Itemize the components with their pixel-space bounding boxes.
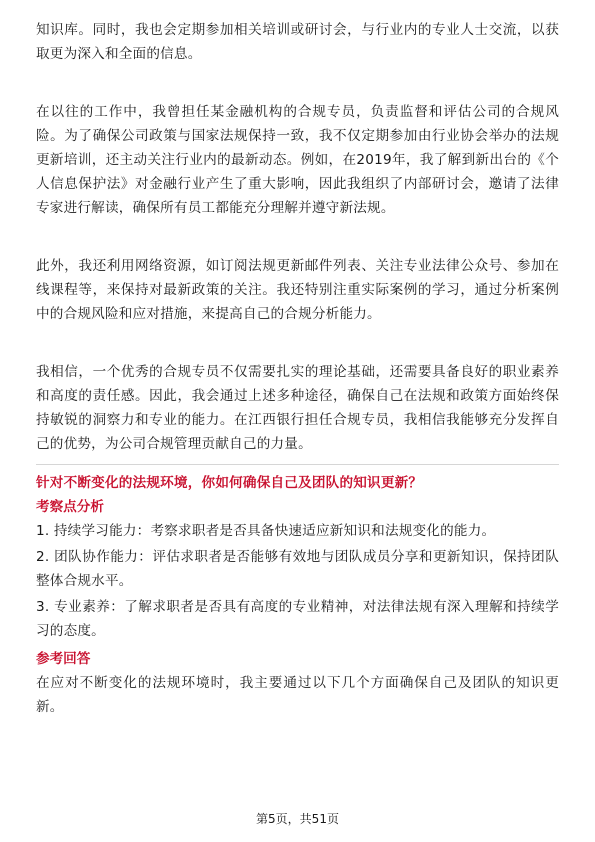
page-number: 第5页，共51页: [256, 812, 339, 826]
page-content: [36, 18, 559, 719]
interview-question: 针对不断变化的法规环境，你如何确保自己及团队的知识更新？: [36, 475, 423, 491]
answer-heading: 参考回答: [36, 651, 91, 667]
paragraph-2: 在以往的工作中，我曾担任某金融机构的合规专员，负责监督和评估公司的合规风险。为了确保公司政策与国家法规保持一致，我不仅定期参加由行业协会举办的法规更新培训，还主动关注行业内的最新动态。例如，在2019年，我了解到新出台的《个人信息保护法》对金融行业产生了重大影响，因此我组织了内部研讨会，邀请了法律专家进行解读，确保所有员工都能充分理解并遵守新法规。: [36, 104, 559, 216]
analysis-heading: 考察点分析: [36, 499, 104, 515]
analysis-point: 2. 团队协作能力：评估求职者是否能够有效地与团队成员分享和更新知识，保持团队整体合规水平。: [36, 549, 559, 589]
paragraph-1: 知识库。同时，我也会定期参加相关培训或研讨会，与行业内的专业人士交流，以获取更为深入和全面的信息。: [36, 22, 559, 62]
section-divider: [36, 464, 559, 465]
analysis-point: 3. 专业素养：了解求职者是否具有高度的专业精神，对法律法规有深入理解和持续学习的态度。: [36, 599, 559, 639]
analysis-points: [36, 519, 559, 643]
analysis-point: 1. 持续学习能力：考察求职者是否具备快速适应新知识和法规变化的能力。: [36, 523, 496, 539]
answer-text: 在应对不断变化的法规环境时，我主要通过以下几个方面确保自己及团队的知识更新。: [36, 675, 559, 715]
paragraph-3: 此外，我还利用网络资源，如订阅法规更新邮件列表、关注专业法律公众号、参加在线课程等，来保持对最新政策的关注。我还特别注重实际案例的学习，通过分析案例中的合规风险和应对措施，来提高自己的合规分析能力。: [36, 258, 559, 322]
paragraph-4: 我相信，一个优秀的合规专员不仅需要扎实的理论基础，还需要具备良好的职业素养和高度的责任感。因此，我会通过上述多种途径，确保自己在法规和政策方面始终保持敏锐的洞察力和专业的能力。在江西银行担任合规专员，我相信我能够充分发挥自己的优势，为公司合规管理贡献自己的力量。: [36, 364, 559, 452]
